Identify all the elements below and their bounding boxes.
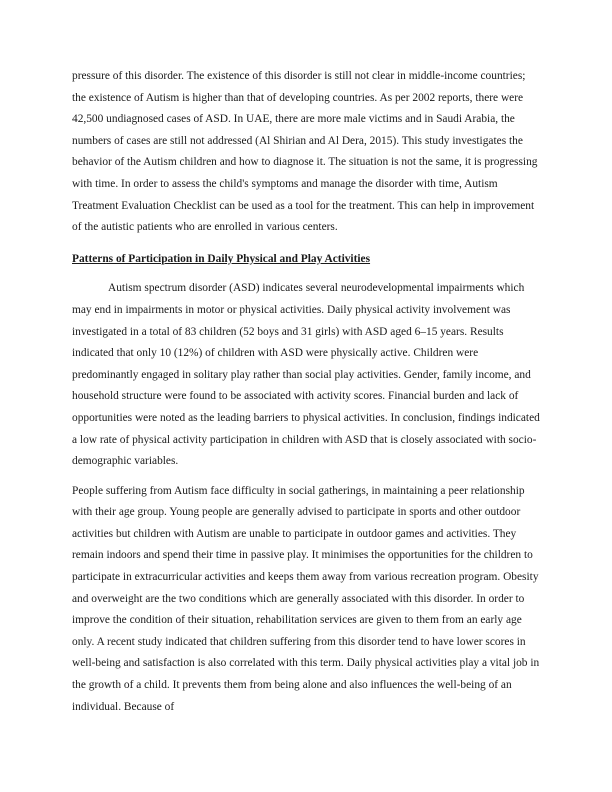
- section-heading: Patterns of Participation in Daily Physical and Play Activities: [72, 252, 371, 265]
- paragraph-continuation: pressure of this disorder. The existence of this disorder is still not clear in middle-income countries; the existence of Autism is higher than that of developing countries. As per 2002 reports, there were 42,500 undiagnosed cases of ASD. In UAE, there are more male victims and in Saudi Arabia, the numbers of cases are still not addressed (Al Shirian and Al Dera, 2015). This study investigates the behavior of the Autism children and how to diagnose it. The situation is not the same, it is progressing with time. In order to assess the child's symptoms and manage the disorder with time, Autism Treatment Evaluation Checklist can be used as a tool for the treatment. This can help in improvement of the autistic patients who are enrolled in various centers.: [72, 70, 538, 234]
- document-body: [72, 66, 542, 718]
- paragraph-asd-activity: Autism spectrum disorder (ASD) indicates several neurodevelopmental impairments which may end in impairments in motor or physical activities. Daily physical activity involvement was investigated in a total of 83 children (52 boys and 31 girls) with ASD aged 6–15 years. Results indicated that only 10 (12%) of children with ASD were physically active. Children were predominantly engaged in solitary play rather than social play activities. Gender, family income, and household structure were found to be associated with activity scores. Financial burden and lack of opportunities were noted as the leading barriers to physical activities. In conclusion, findings indicated a low rate of physical activity participation in children with ASD that is closely associated with socio-demographic variables.: [72, 282, 540, 468]
- paragraph-social-difficulty: People suffering from Autism face difficulty in social gatherings, in maintaining a peer relationship with their age group. Young people are generally advised to participate in sports and other outdoor activities but children with Autism are unable to participate in outdoor games and activities. They remain indoors and spend their time in passive play. It minimises the opportunities for the children to participate in extracurricular activities and keeps them away from various recreation program. Obesity and overweight are the two conditions which are generally associated with this disorder. In order to improve the condition of their situation, rehabilitation services are given to them from an early age only. A recent study indicated that children suffering from this disorder tend to have lower scores in well-being and satisfaction is also correlated with this term. Daily physical activities play a vital job in the growth of a child. It prevents them from being alone and also influences the well-being of an individual. Because of: [72, 484, 540, 713]
